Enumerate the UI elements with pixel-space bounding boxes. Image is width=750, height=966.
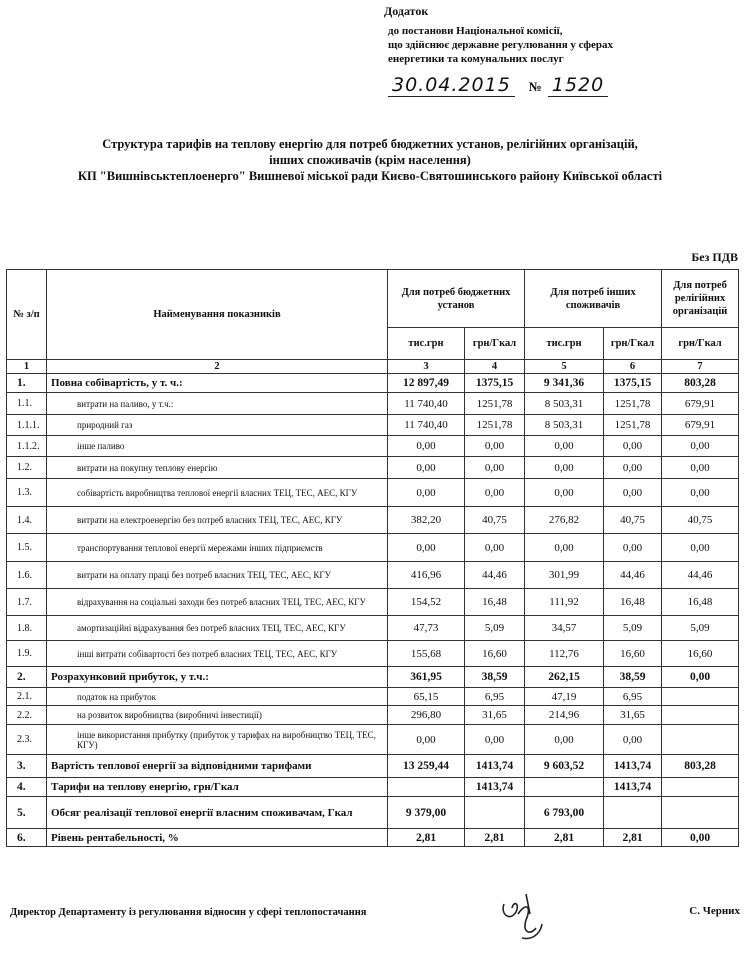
table-row: [7, 479, 739, 507]
number-label: №: [528, 79, 542, 94]
row-number: 1.6.: [7, 562, 47, 589]
cell-budget-per-gcal: 1413,74: [465, 755, 525, 778]
cell-religious-per-gcal: 0,00: [662, 479, 739, 507]
row-indicator-name: транспортування теплової енергії мережами інших підприємств: [47, 534, 388, 562]
cell-budget-total: 13 259,44: [388, 755, 465, 778]
cell-other-per-gcal: 0,00: [604, 725, 662, 755]
cell-budget-total: 382,20: [388, 507, 465, 534]
table-row: [7, 706, 739, 725]
cell-religious-per-gcal: 16,60: [662, 641, 739, 667]
cell-religious-per-gcal: 679,91: [662, 393, 739, 415]
cell-budget-total: [388, 778, 465, 797]
cell-budget-total: 296,80: [388, 706, 465, 725]
row-number: 2.3.: [7, 725, 47, 755]
row-number: 1.1.: [7, 393, 47, 415]
row-indicator-name: витрати на покупну теплову енергію: [47, 457, 388, 479]
table-row: [7, 641, 739, 667]
cell-budget-per-gcal: 44,46: [465, 562, 525, 589]
col-number-4: 4: [465, 360, 525, 374]
row-number: 1.4.: [7, 507, 47, 534]
row-indicator-name: амортизаційні відрахування без потреб власних ТЕЦ, ТЕС, АЕС, КГУ: [47, 616, 388, 641]
cell-budget-total: 0,00: [388, 534, 465, 562]
cell-budget-per-gcal: 0,00: [465, 457, 525, 479]
table-row: [7, 374, 739, 393]
row-number: 2.2.: [7, 706, 47, 725]
table-row: [7, 457, 739, 479]
cell-budget-total: 0,00: [388, 457, 465, 479]
row-indicator-name: інші витрати собівартості без потреб власних ТЕЦ, ТЕС, АЕС, КГУ: [47, 641, 388, 667]
row-number: 6.: [7, 829, 47, 847]
row-indicator-name: Тарифи на теплову енергію, грн/Гкал: [47, 778, 388, 797]
cell-budget-total: 11 740,40: [388, 393, 465, 415]
cell-budget-per-gcal: 40,75: [465, 507, 525, 534]
cell-budget-per-gcal: 0,00: [465, 436, 525, 457]
row-indicator-name: природний газ: [47, 415, 388, 436]
cell-budget-per-gcal: 1375,15: [465, 374, 525, 393]
cell-budget-total: 155,68: [388, 641, 465, 667]
table-row: [7, 436, 739, 457]
resolution-date-number: [388, 74, 608, 97]
header-religious: Для потреб релігійних організацій: [662, 270, 739, 328]
cell-other-per-gcal: 16,60: [604, 641, 662, 667]
cell-budget-total: 416,96: [388, 562, 465, 589]
cell-budget-per-gcal: 1251,78: [465, 393, 525, 415]
appendix-line-2: що здійснює державне регулювання у сферах: [388, 39, 614, 51]
unit-budget-total: тис.грн: [388, 328, 465, 360]
cell-budget-per-gcal: 2,81: [465, 829, 525, 847]
table-row: [7, 393, 739, 415]
row-number: 1.8.: [7, 616, 47, 641]
cell-other-per-gcal: 6,95: [604, 688, 662, 706]
cell-other-total: 0,00: [525, 479, 604, 507]
cell-religious-per-gcal: 0,00: [662, 667, 739, 688]
cell-other-total: 112,76: [525, 641, 604, 667]
row-number: 4.: [7, 778, 47, 797]
unit-other-total: тис.грн: [525, 328, 604, 360]
appendix-header: [384, 4, 738, 66]
signatory-position: Директор Департаменту із регулювання відносин у сфері теплопостачання: [10, 907, 367, 918]
cell-other-total: 0,00: [525, 457, 604, 479]
header-budget: Для потреб бюджетних установ: [388, 270, 525, 328]
cell-budget-total: 0,00: [388, 725, 465, 755]
cell-other-per-gcal: 1375,15: [604, 374, 662, 393]
row-number: 5.: [7, 797, 47, 829]
cell-budget-per-gcal: 1251,78: [465, 415, 525, 436]
unit-budget-per: грн/Гкал: [465, 328, 525, 360]
cell-other-total: 2,81: [525, 829, 604, 847]
appendix-title: Додаток: [384, 4, 429, 18]
cell-religious-per-gcal: [662, 706, 739, 725]
cell-other-total: 8 503,31: [525, 415, 604, 436]
table-row: [7, 829, 739, 847]
table-row: [7, 616, 739, 641]
cell-other-total: 0,00: [525, 534, 604, 562]
cell-religious-per-gcal: 0,00: [662, 829, 739, 847]
cell-religious-per-gcal: [662, 797, 739, 829]
cell-other-total: [525, 778, 604, 797]
row-indicator-name: Обсяг реалізації теплової енергії власним споживачам, Гкал: [47, 797, 388, 829]
cell-other-per-gcal: 31,65: [604, 706, 662, 725]
row-number: 2.1.: [7, 688, 47, 706]
cell-other-total: 47,19: [525, 688, 604, 706]
tariff-structure-table: [6, 269, 739, 847]
row-indicator-name: податок на прибуток: [47, 688, 388, 706]
row-number: 3.: [7, 755, 47, 778]
cell-other-per-gcal: 1413,74: [604, 755, 662, 778]
cell-religious-per-gcal: 44,46: [662, 562, 739, 589]
cell-budget-total: 11 740,40: [388, 415, 465, 436]
cell-budget-per-gcal: 0,00: [465, 479, 525, 507]
cell-religious-per-gcal: [662, 725, 739, 755]
cell-budget-per-gcal: 16,48: [465, 589, 525, 616]
cell-religious-per-gcal: [662, 778, 739, 797]
header-other: Для потреб інших споживачів: [525, 270, 662, 328]
table-row: [7, 667, 739, 688]
col-number-1: 1: [7, 360, 47, 374]
cell-budget-per-gcal: 6,95: [465, 688, 525, 706]
cell-other-per-gcal: 40,75: [604, 507, 662, 534]
cell-other-per-gcal: 0,00: [604, 457, 662, 479]
col-number-5: 5: [525, 360, 604, 374]
cell-other-per-gcal: 0,00: [604, 479, 662, 507]
col-number-3: 3: [388, 360, 465, 374]
row-number: 1.: [7, 374, 47, 393]
cell-religious-per-gcal: 679,91: [662, 415, 739, 436]
col-number-7: 7: [662, 360, 739, 374]
cell-other-total: 6 793,00: [525, 797, 604, 829]
row-indicator-name: Розрахунковий прибуток, у т.ч.:: [47, 667, 388, 688]
title-line-3: КП "Вишнівськтеплоенерго" Вишневої міської ради Києво-Святошинського району Київської області: [77, 169, 663, 183]
table-row: [7, 562, 739, 589]
row-indicator-name: витрати на електроенергію без потреб власних ТЕЦ, ТЕС, АЕС, КГУ: [47, 507, 388, 534]
cell-other-total: 301,99: [525, 562, 604, 589]
row-number: 1.2.: [7, 457, 47, 479]
cell-budget-per-gcal: 38,59: [465, 667, 525, 688]
cell-budget-total: 0,00: [388, 436, 465, 457]
table-row: [7, 415, 739, 436]
cell-budget-total: 2,81: [388, 829, 465, 847]
cell-budget-per-gcal: [465, 797, 525, 829]
cell-other-total: 9 341,36: [525, 374, 604, 393]
cell-religious-per-gcal: 0,00: [662, 457, 739, 479]
row-number: 1.3.: [7, 479, 47, 507]
cell-other-total: 34,57: [525, 616, 604, 641]
cell-other-per-gcal: 0,00: [604, 436, 662, 457]
cell-budget-total: 65,15: [388, 688, 465, 706]
header-name: Найменування показників: [47, 270, 388, 360]
signatory-name: С. Черних: [689, 905, 740, 917]
cell-budget-per-gcal: 0,00: [465, 534, 525, 562]
row-number: 1.7.: [7, 589, 47, 616]
row-indicator-name: Вартість теплової енергії за відповідними тарифами: [47, 755, 388, 778]
row-indicator-name: витрати на паливо, у т.ч.:: [47, 393, 388, 415]
title-line-1: Структура тарифів на теплову енергію для потреб бюджетних установ, релігійних організацій,: [102, 137, 638, 151]
cell-other-per-gcal: 5,09: [604, 616, 662, 641]
cell-other-total: 111,92: [525, 589, 604, 616]
cell-budget-total: 9 379,00: [388, 797, 465, 829]
table-body: [7, 374, 739, 847]
cell-other-per-gcal: [604, 797, 662, 829]
cell-religious-per-gcal: 0,00: [662, 534, 739, 562]
cell-other-per-gcal: 38,59: [604, 667, 662, 688]
row-indicator-name: на розвиток виробництва (виробничі інвестиції): [47, 706, 388, 725]
cell-budget-per-gcal: 16,60: [465, 641, 525, 667]
cell-other-total: 0,00: [525, 436, 604, 457]
cell-other-total: 262,15: [525, 667, 604, 688]
resolution-number: 1520: [548, 74, 608, 97]
row-indicator-name: витрати на оплату праці без потреб власних ТЕЦ, ТЕС, АЕС, КГУ: [47, 562, 388, 589]
cell-religious-per-gcal: 803,28: [662, 374, 739, 393]
table-row: [7, 725, 739, 755]
cell-budget-per-gcal: 0,00: [465, 725, 525, 755]
row-number: 2.: [7, 667, 47, 688]
row-number: 1.1.2.: [7, 436, 47, 457]
cell-religious-per-gcal: 803,28: [662, 755, 739, 778]
resolution-date: 30.04.2015: [388, 74, 515, 97]
cell-other-total: 8 503,31: [525, 393, 604, 415]
row-indicator-name: Рівень рентабельності, %: [47, 829, 388, 847]
table-row: [7, 797, 739, 829]
cell-other-total: 0,00: [525, 725, 604, 755]
cell-budget-per-gcal: 31,65: [465, 706, 525, 725]
cell-budget-total: 47,73: [388, 616, 465, 641]
table-row: [7, 534, 739, 562]
cell-religious-per-gcal: 5,09: [662, 616, 739, 641]
cell-budget-per-gcal: 5,09: [465, 616, 525, 641]
cell-religious-per-gcal: 0,00: [662, 436, 739, 457]
appendix-line-3: енергетики та комунальних послуг: [388, 53, 564, 65]
vat-note: Без ПДВ: [691, 250, 738, 264]
cell-other-per-gcal: 1251,78: [604, 415, 662, 436]
cell-other-per-gcal: 0,00: [604, 534, 662, 562]
cell-budget-total: 0,00: [388, 479, 465, 507]
row-indicator-name: інше використання прибутку (прибуток у тарифах на виробництво ТЕЦ, ТЕС, КГУ): [47, 725, 388, 755]
table-row: [7, 688, 739, 706]
row-indicator-name: відрахування на соціальні заходи без потреб власних ТЕЦ, ТЕС, АЕС, КГУ: [47, 589, 388, 616]
unit-religious-per: грн/Гкал: [662, 328, 739, 360]
row-number: 1.9.: [7, 641, 47, 667]
row-number: 1.1.1.: [7, 415, 47, 436]
cell-other-per-gcal: 44,46: [604, 562, 662, 589]
col-number-6: 6: [604, 360, 662, 374]
table-row: [7, 507, 739, 534]
cell-other-per-gcal: 1251,78: [604, 393, 662, 415]
document-title: [20, 136, 720, 184]
cell-other-total: 214,96: [525, 706, 604, 725]
title-line-2: інших споживачів (крім населення): [269, 153, 471, 167]
row-indicator-name: інше паливо: [47, 436, 388, 457]
row-number: 1.5.: [7, 534, 47, 562]
table-row: [7, 778, 739, 797]
cell-other-per-gcal: 16,48: [604, 589, 662, 616]
cell-budget-total: 361,95: [388, 667, 465, 688]
table-row: [7, 755, 739, 778]
cell-religious-per-gcal: [662, 688, 739, 706]
cell-other-total: 276,82: [525, 507, 604, 534]
col-number-2: 2: [47, 360, 388, 374]
cell-other-total: 9 603,52: [525, 755, 604, 778]
cell-budget-per-gcal: 1413,74: [465, 778, 525, 797]
row-indicator-name: собівартість виробництва теплової енергії власних ТЕЦ, ТЕС, АЕС, КГУ: [47, 479, 388, 507]
cell-other-per-gcal: 1413,74: [604, 778, 662, 797]
appendix-line-1: до постанови Національної комісії,: [388, 25, 563, 37]
cell-other-per-gcal: 2,81: [604, 829, 662, 847]
signature-scribble: [496, 884, 556, 944]
cell-budget-total: 154,52: [388, 589, 465, 616]
cell-religious-per-gcal: 40,75: [662, 507, 739, 534]
table-row: [7, 589, 739, 616]
cell-budget-total: 12 897,49: [388, 374, 465, 393]
row-indicator-name: Повна собівартість, у т. ч.:: [47, 374, 388, 393]
unit-other-per: грн/Гкал: [604, 328, 662, 360]
header-no: № з/п: [7, 270, 47, 360]
cell-religious-per-gcal: 16,48: [662, 589, 739, 616]
